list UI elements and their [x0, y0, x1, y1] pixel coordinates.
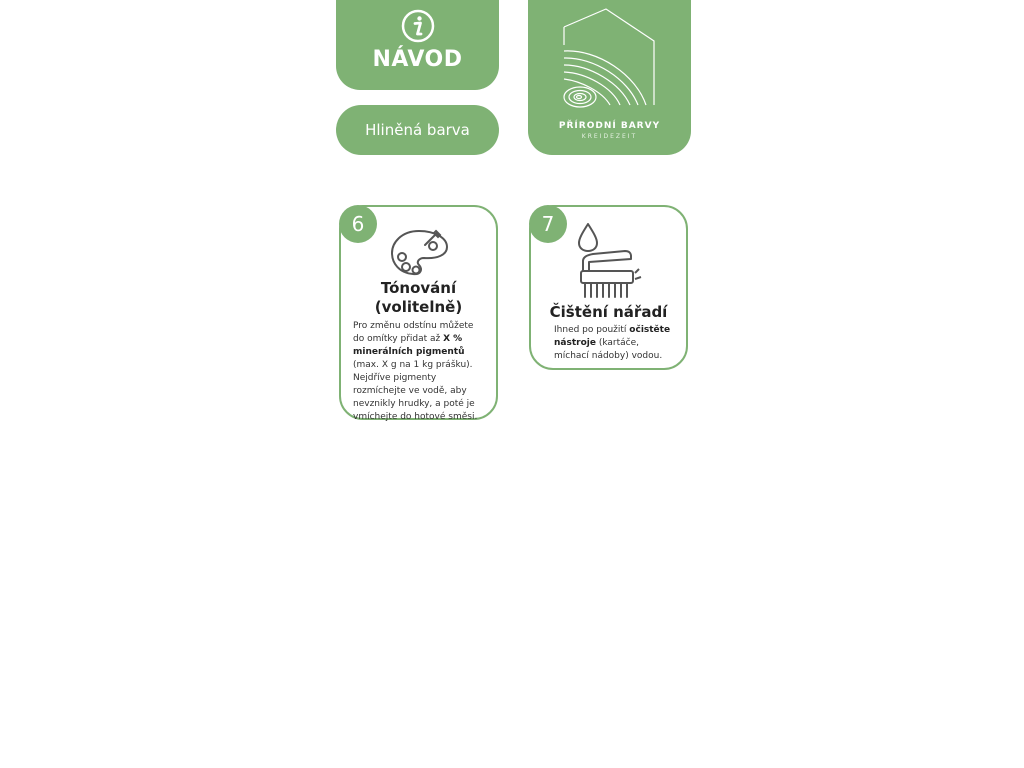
step-title-line2: (volitelně) [374, 298, 463, 316]
step-card-7 [529, 205, 688, 370]
brand-subtitle: KREIDEZEIT [581, 133, 638, 140]
navod-title: NÁVOD [372, 47, 463, 72]
palette-icon [389, 227, 451, 279]
step-title: Čištění nářadí [549, 303, 668, 321]
step-number: 6 [339, 205, 377, 243]
step-description: Ihned po použití očistěte nástroje (kartáče, míchací nádoby) vodou. [554, 325, 671, 361]
house-woodgrain-icon [558, 5, 658, 115]
brand-name: PŘÍRODNÍ BARVY [558, 121, 661, 131]
product-name-badge: Hliněná barva [336, 105, 499, 155]
brand-logo-card [528, 0, 691, 155]
step-title-line1: Tónování [380, 279, 457, 297]
brush-drop-icon [575, 221, 645, 301]
step-description: Pro změnu odstínu můžete do omítky přidat až X % minerálních pigmentů (max. X g na 1 kg prášku). Nejdříve pigmenty rozmíchejte ve vodě, aby nevznikly hrudky, a poté je vmíchejte do hotové směsi. [353, 321, 478, 422]
step-card-6 [339, 205, 498, 420]
step-number: 7 [529, 205, 567, 243]
navod-card [336, 0, 499, 90]
info-icon [401, 9, 435, 43]
